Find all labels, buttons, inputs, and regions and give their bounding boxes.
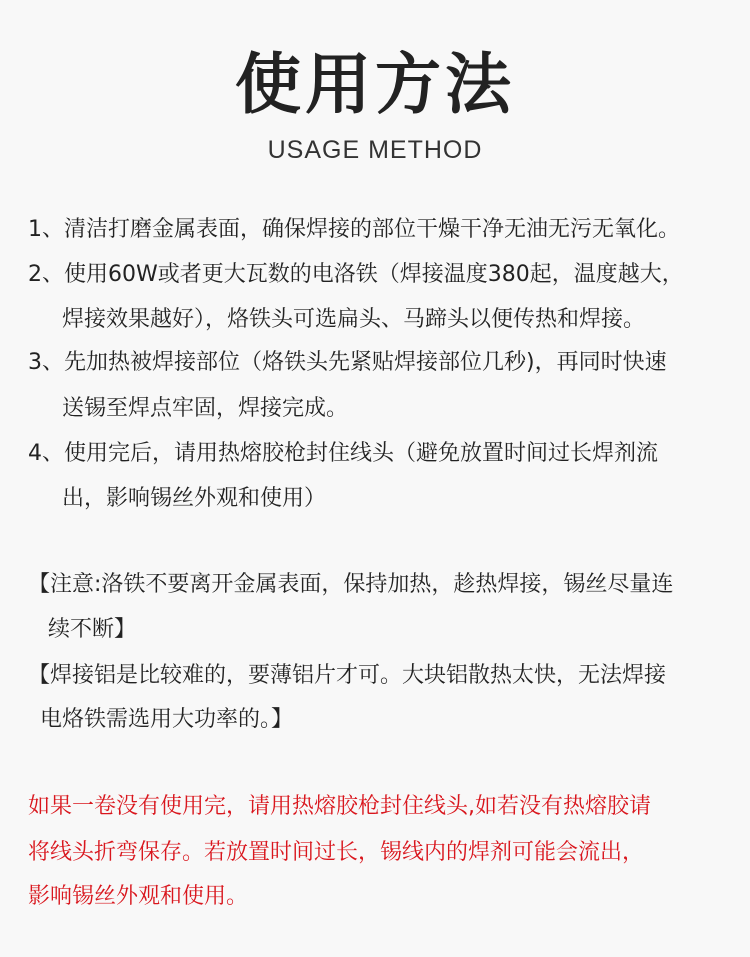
note-2-line-2: 电烙铁需选用大功率的。】 [40, 707, 294, 732]
note-2-line-1: 【焊接铝是比较难的，要薄铝片才可。大块铝散热太快，无法焊接 [28, 663, 667, 688]
warning-line-1: 如果一卷没有使用完，请用热熔胶枪封住线头,如若没有热熔胶请 [28, 794, 651, 819]
page-subtitle: USAGE METHOD [267, 136, 483, 164]
step-2-line-2: 焊接效果越好），烙铁头可选扁头、马蹄头以便传热和焊接。 [62, 307, 646, 332]
warning-line-3: 影响锡丝外观和使用。 [28, 884, 249, 909]
step-2-line-1: 2、使用60W或者更大瓦数的电洛铁（焊接温度380起，温度越大， [28, 262, 684, 287]
step-3-line-2: 送锡至焊点牢固，焊接完成。 [62, 396, 349, 421]
note-1-line-1: 【注意:洛铁不要离开金属表面，保持加热，趁热焊接，锡丝尽量连 [28, 572, 674, 597]
step-3-line-1: 3、先加热被焊接部位（烙铁头先紧贴焊接部位几秒)，再同时快速 [28, 350, 667, 375]
step-1-line-1: 1、清洁打磨金属表面，确保焊接的部位干燥干净无油无污无氧化。 [28, 217, 680, 242]
step-4-line-1: 4、使用完后，请用热熔胶枪封住线头（避免放置时间过长焊剂流 [28, 441, 658, 466]
page-title: 使用方法 [235, 46, 515, 123]
note-1-line-2: 续不断】 [48, 617, 137, 642]
step-4-line-2: 出，影响锡丝外观和使用） [62, 486, 327, 511]
warning-line-2: 将线头折弯保存。若放置时间过长，锡线内的焊剂可能会流出， [28, 840, 645, 865]
